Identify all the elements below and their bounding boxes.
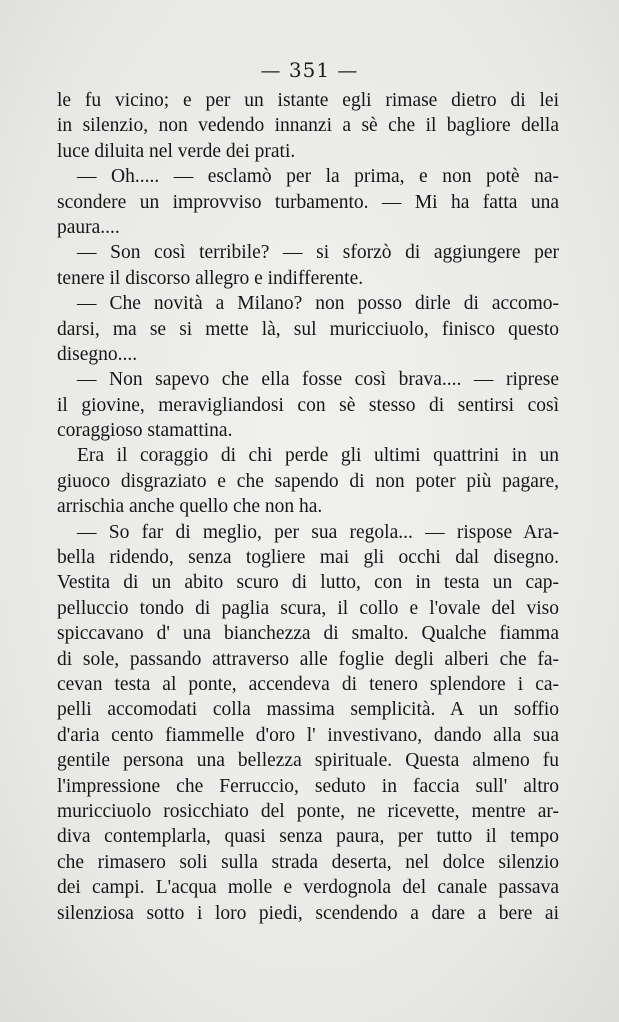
text-line: pelluccio tondo di paglia scura, il collo e l'ovale del viso (57, 597, 559, 619)
text-line: pelli accomodati colla massima semplicità. A un soffio (57, 699, 559, 721)
text-line: d'aria cento fiammelle d'oro l' investivano, dando alla sua (57, 724, 559, 746)
text-line: coraggioso stamattina. (57, 420, 233, 442)
text-line: che rimasero soli sulla strada deserta, nel dolce silenzio (57, 851, 559, 873)
text-line: Vestita di un abito scuro di lutto, con in testa un cap- (57, 572, 559, 594)
text-line: disegno.... (57, 343, 138, 365)
text-line: arrischia anche quello che non ha. (57, 496, 323, 518)
text-line: l'impressione che Ferruccio, seduto in faccia sull' altro (57, 775, 559, 797)
text-line: dei campi. L'acqua molle e verdognola del canale passava (57, 877, 559, 899)
text-line: paura.... (57, 216, 120, 238)
text-line: di sole, passando attraverso alle foglie degli alberi che fa- (57, 648, 559, 670)
text-line: diva contemplarla, quasi senza paura, per tutto il tempo (57, 826, 559, 848)
text-line: — Che novità a Milano? non posso dirle di accomo- (77, 293, 559, 315)
text-line: cevan testa al ponte, accendeva di tenero splendore i ca- (57, 673, 559, 695)
text-line: — Son così terribile? — si sforzò di aggiungere per (77, 242, 559, 264)
text-line: — Non sapevo che ella fosse così brava.... — riprese (77, 369, 559, 391)
text-line: giuoco disgraziato e che sapendo di non poter più pagare, (57, 470, 559, 492)
text-line: silenziosa sotto i loro piedi, scendendo a dare a bere ai (57, 902, 559, 924)
text-line: bella ridendo, senza togliere mai gli occhi dal disegno. (57, 547, 559, 569)
text-line: spiccavano d' una bianchezza di smalto. Qualche fiamma (57, 623, 559, 645)
text-line: — Oh..... — esclamò per la prima, e non potè na- (77, 166, 559, 188)
page-number: — 351 — (260, 58, 359, 82)
text-line: tenere il discorso allegro e indifferente. (57, 267, 364, 289)
text-line: muricciuolo rosicchiato del ponte, ne ricevette, mentre ar- (57, 800, 559, 822)
text-line: — So far di meglio, per sua regola... — rispose Ara- (77, 521, 559, 543)
text-line: darsi, ma se si mette là, sul muricciuolo, finisco questo (57, 318, 559, 340)
text-line: le fu vicino; e per un istante egli rimase dietro di lei (57, 90, 559, 111)
text-line: Era il coraggio di chi perde gli ultimi quattrini in un (77, 445, 559, 467)
text-line: il giovine, meravigliandosi con sè stesso di sentirsi così (57, 394, 559, 416)
body-text (57, 88, 559, 926)
text-line: scondere un improvviso turbamento. — Mi ha fatta una (57, 191, 559, 213)
text-line: in silenzio, non vedendo innanzi a sè che il bagliore della (57, 115, 559, 137)
text-line: gentile persona una bellezza spirituale. Questa almeno fu (57, 750, 559, 772)
text-line: luce diluita nel verde dei prati. (57, 140, 296, 162)
